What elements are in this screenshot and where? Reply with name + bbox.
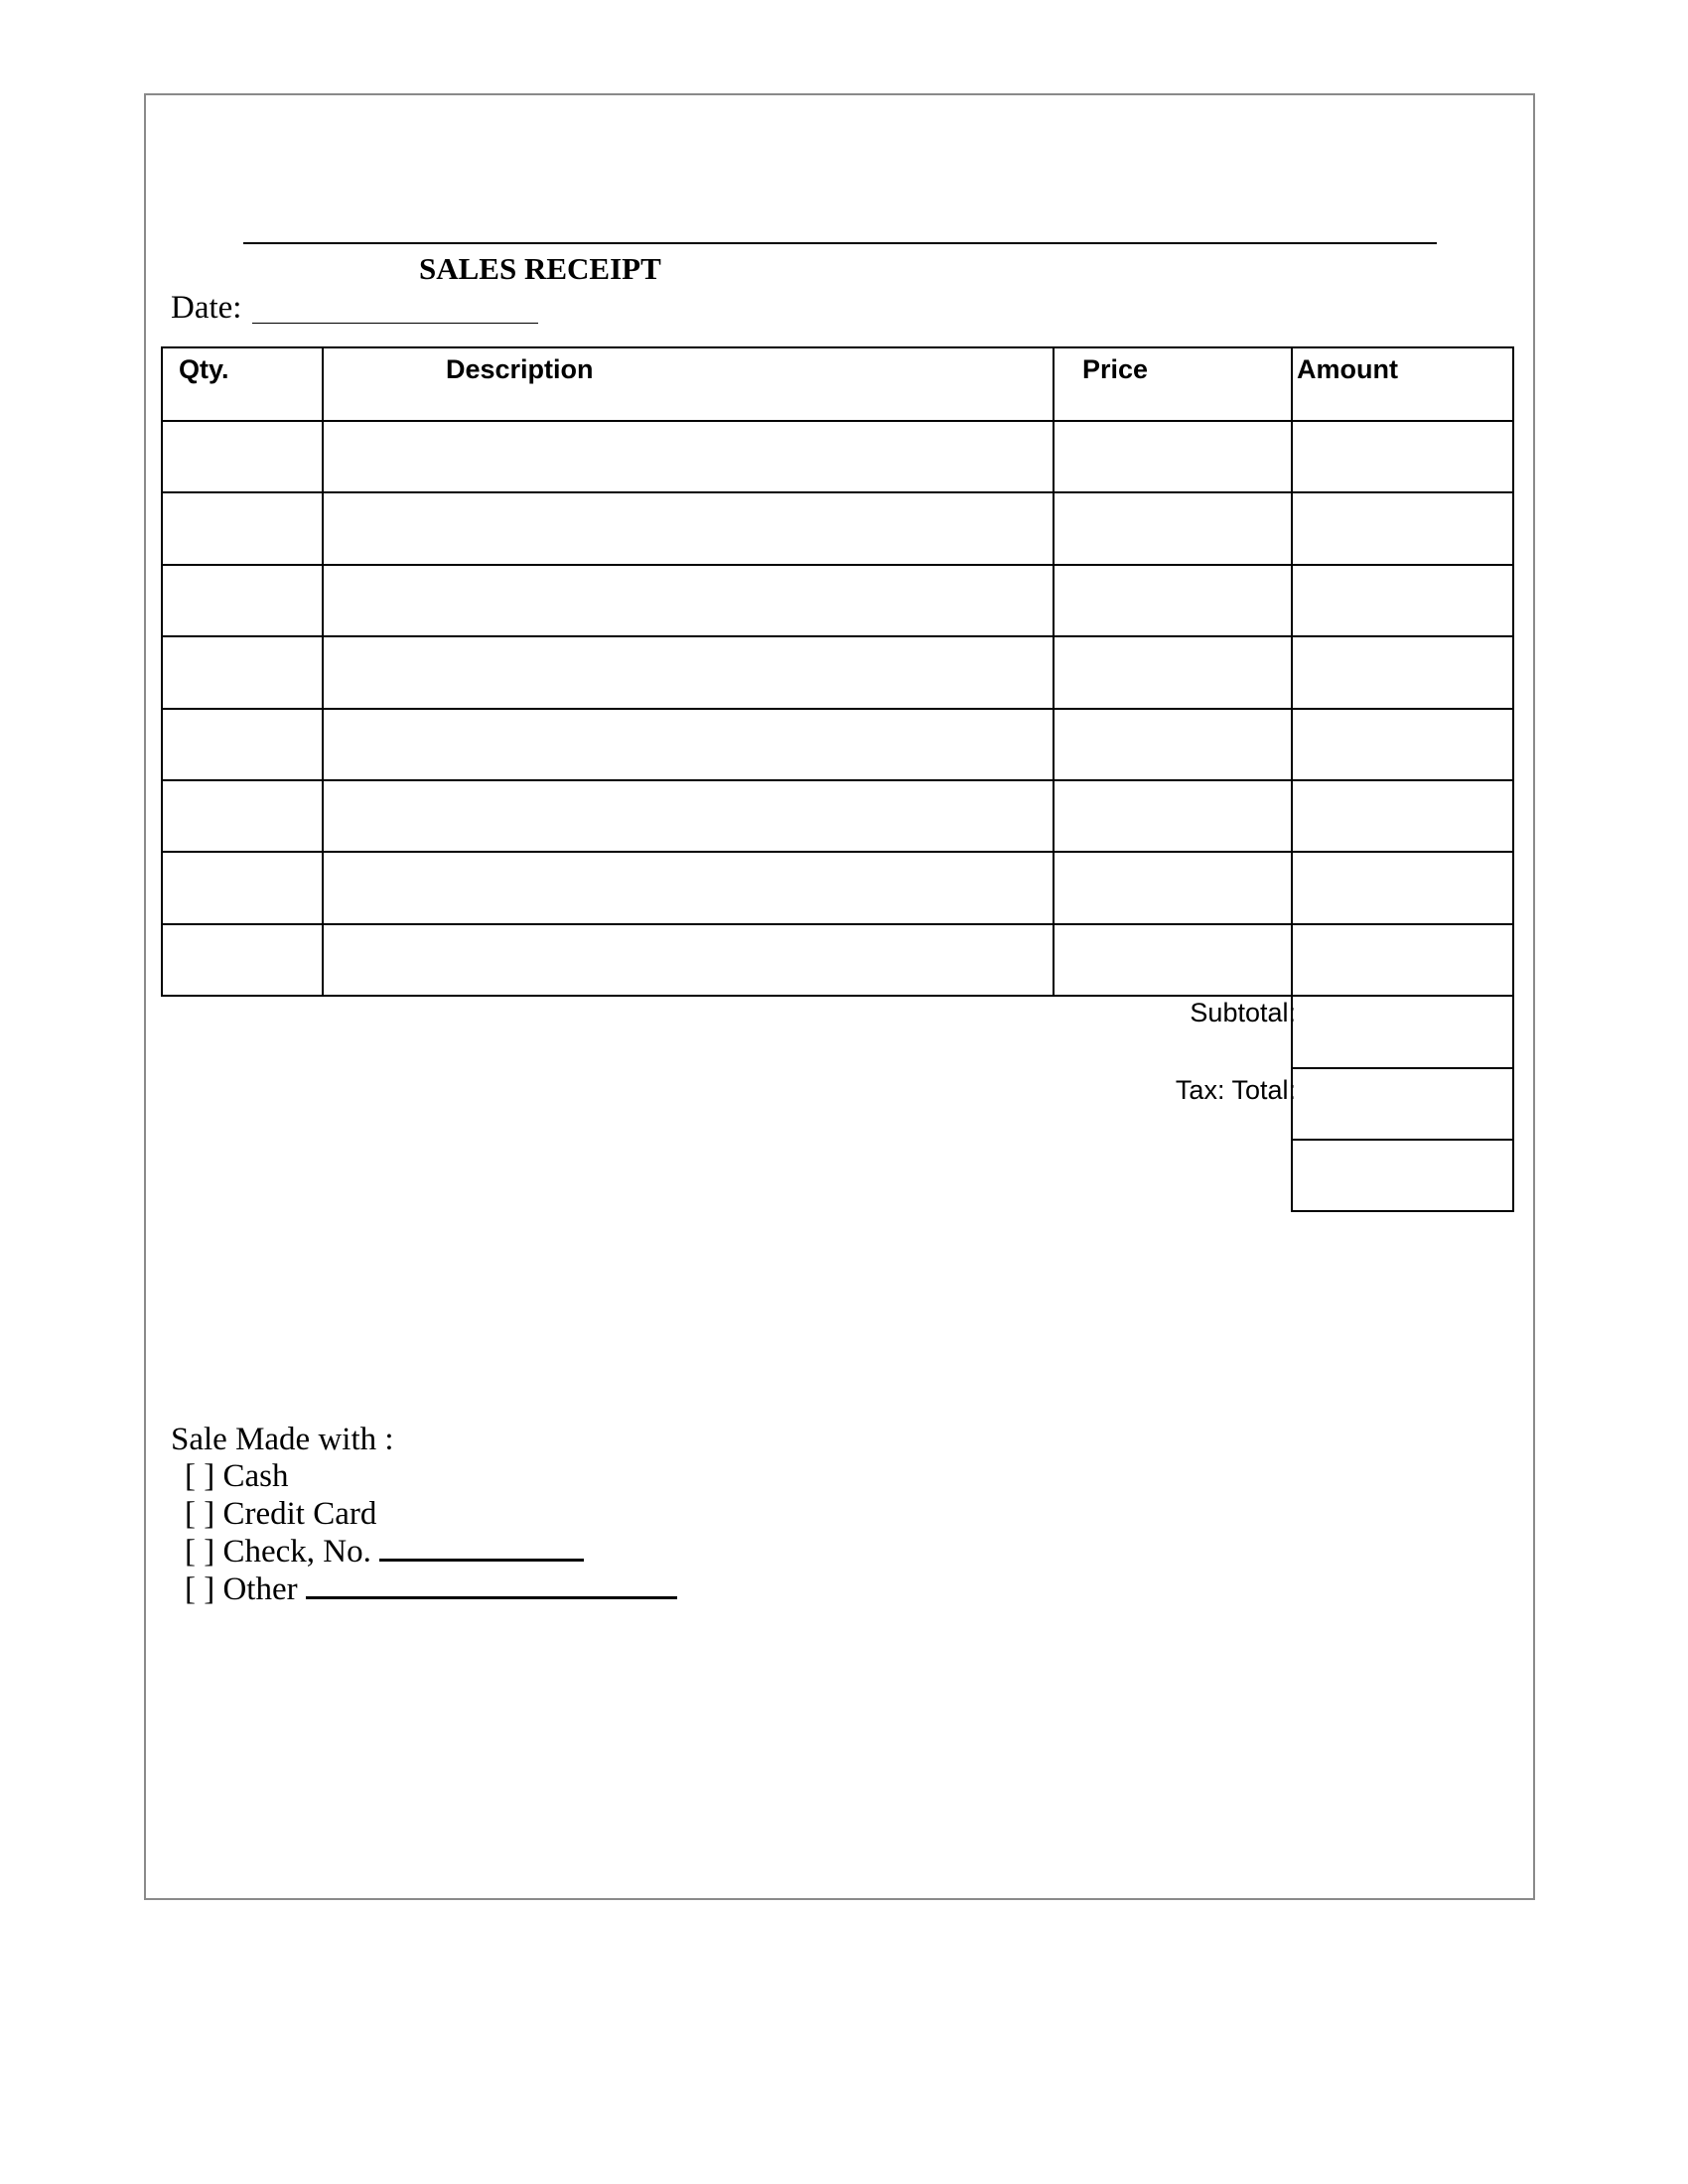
price-cell[interactable]	[1055, 925, 1291, 995]
payment-option-cash[interactable]	[185, 1456, 288, 1496]
payment-option-label: [ ] Check, No.	[185, 1534, 371, 1570]
tax-total-label: Tax: Total:	[1175, 1075, 1296, 1105]
payment-option-other[interactable]	[185, 1570, 677, 1609]
qty-cell[interactable]	[163, 422, 322, 491]
date-label: Date:	[171, 290, 242, 326]
qty-cell[interactable]	[163, 637, 322, 707]
description-cell[interactable]	[324, 637, 1053, 707]
description-cell[interactable]	[324, 422, 1053, 491]
payment-detail-blank[interactable]	[306, 1570, 677, 1599]
column-header-description: Description	[446, 354, 594, 384]
qty-cell[interactable]	[163, 925, 322, 995]
description-cell[interactable]	[324, 710, 1053, 779]
tax-box[interactable]	[1293, 1069, 1512, 1139]
payment-option-check[interactable]	[185, 1532, 584, 1571]
qty-cell[interactable]	[163, 566, 322, 635]
payment-option-label: [ ] Credit Card	[185, 1496, 377, 1532]
description-cell[interactable]	[324, 566, 1053, 635]
business-name-line	[243, 242, 1437, 244]
payment-detail-blank[interactable]	[379, 1533, 584, 1562]
price-cell[interactable]	[1055, 493, 1291, 563]
payment-option-label: [ ] Other	[185, 1571, 298, 1607]
payment-option-credit-card[interactable]	[185, 1494, 376, 1534]
subtotal-label: Subtotal:	[1190, 998, 1296, 1027]
date-field-line[interactable]	[252, 323, 538, 324]
price-cell[interactable]	[1055, 853, 1291, 922]
description-cell[interactable]	[324, 925, 1053, 995]
column-header-qty: Qty.	[179, 354, 229, 384]
amount-cell[interactable]	[1293, 853, 1512, 922]
qty-cell[interactable]	[163, 781, 322, 851]
totals-box-border	[1291, 1210, 1514, 1212]
price-cell[interactable]	[1055, 422, 1291, 491]
qty-cell[interactable]	[163, 710, 322, 779]
price-cell[interactable]	[1055, 566, 1291, 635]
amount-cell[interactable]	[1293, 781, 1512, 851]
amount-cell[interactable]	[1293, 637, 1512, 707]
subtotal-box[interactable]	[1293, 997, 1512, 1066]
description-cell[interactable]	[324, 853, 1053, 922]
amount-cell[interactable]	[1293, 710, 1512, 779]
description-cell[interactable]	[324, 781, 1053, 851]
description-cell[interactable]	[324, 493, 1053, 563]
receipt-title: SALES RECEIPT	[419, 251, 661, 286]
price-cell[interactable]	[1055, 710, 1291, 779]
qty-cell[interactable]	[163, 493, 322, 563]
payment-heading: Sale Made with :	[171, 1422, 394, 1457]
column-header-price: Price	[1082, 354, 1149, 384]
payment-option-label: [ ] Cash	[185, 1458, 289, 1494]
amount-cell[interactable]	[1293, 566, 1512, 635]
totals-box-border	[1512, 995, 1514, 1212]
total-box[interactable]	[1293, 1141, 1512, 1210]
table-top-border	[161, 346, 1514, 348]
amount-cell[interactable]	[1293, 925, 1512, 995]
amount-cell[interactable]	[1293, 422, 1512, 491]
price-cell[interactable]	[1055, 781, 1291, 851]
price-cell[interactable]	[1055, 637, 1291, 707]
column-border	[1512, 346, 1514, 997]
amount-cell[interactable]	[1293, 493, 1512, 563]
qty-cell[interactable]	[163, 853, 322, 922]
column-header-amount: Amount	[1297, 354, 1398, 384]
